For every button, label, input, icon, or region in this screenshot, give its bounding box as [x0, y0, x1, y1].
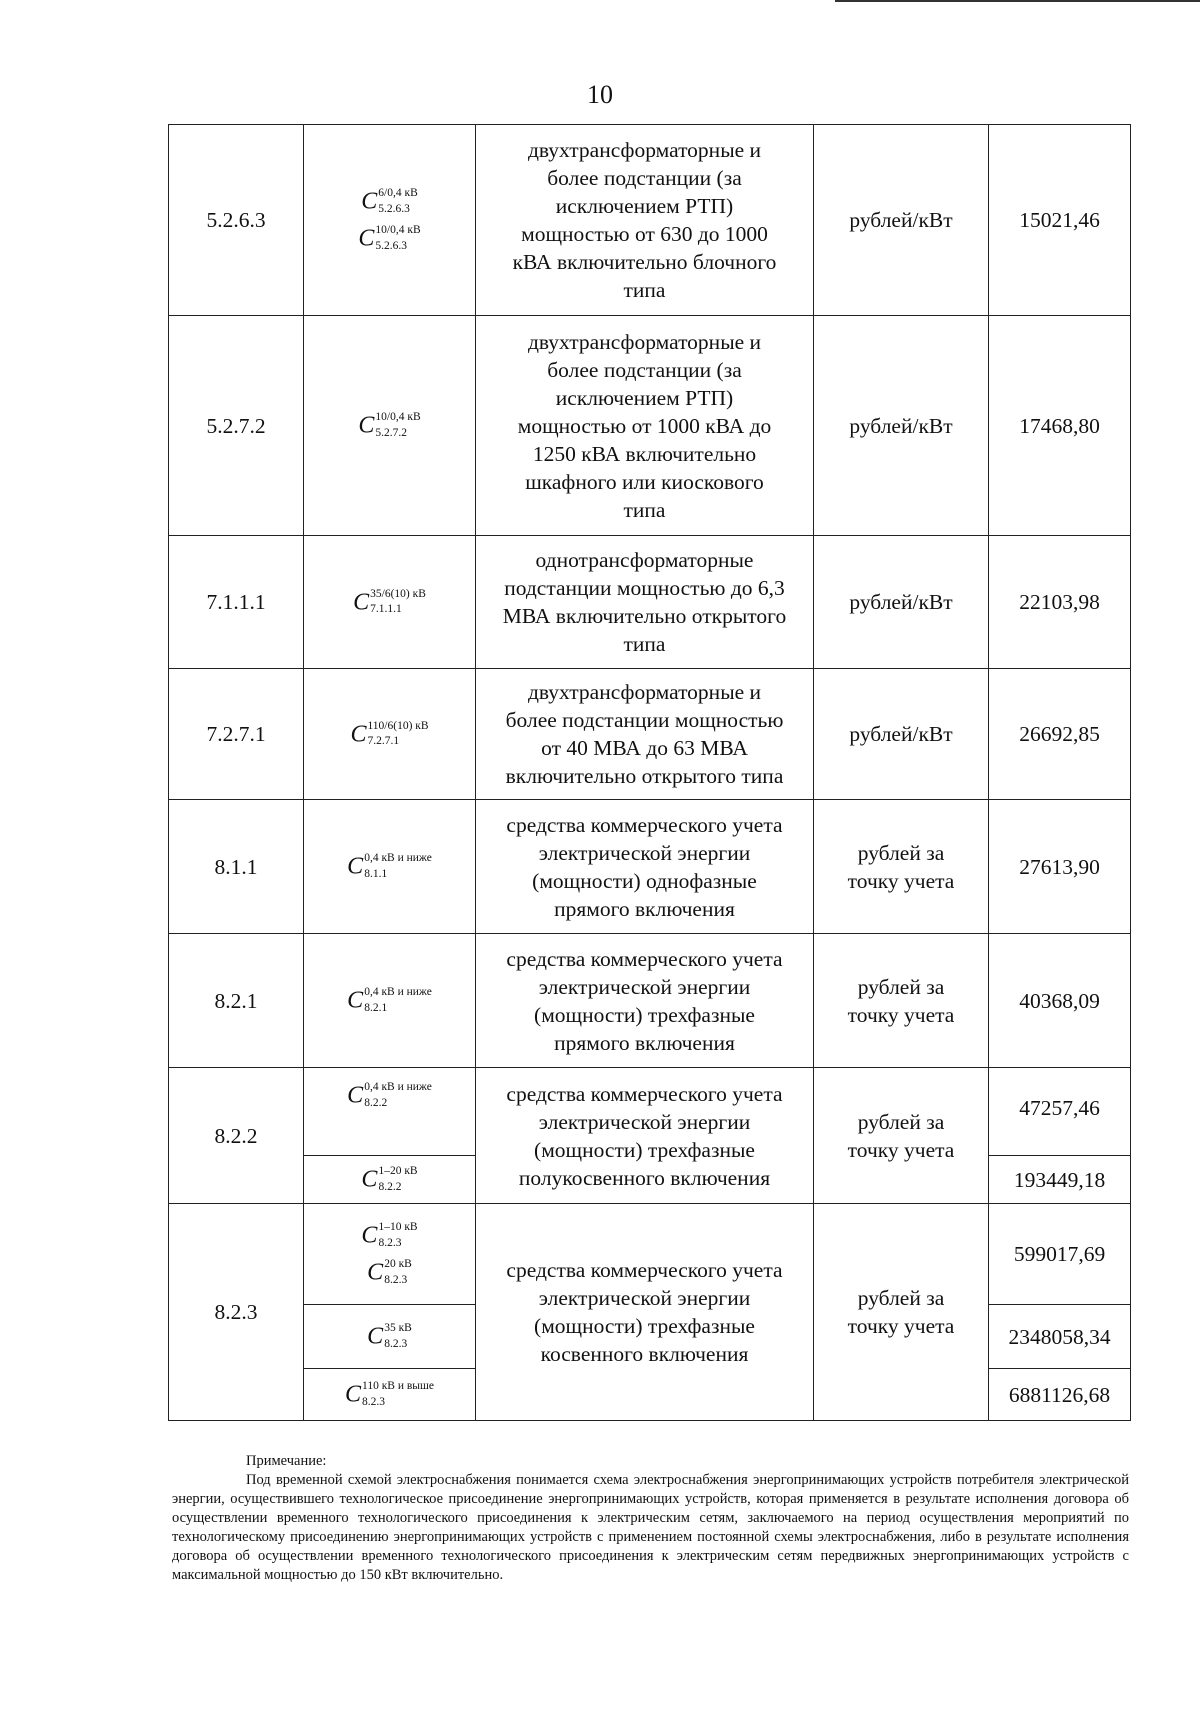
rate-value: 17468,80 — [989, 316, 1131, 536]
rate-symbol-letter: C — [347, 853, 364, 880]
item-code: 8.2.2 — [169, 1068, 304, 1204]
rate-symbol-cell — [304, 316, 476, 536]
rate-symbol-index: 7.2.7.1 — [367, 735, 400, 747]
rate-symbol — [353, 589, 426, 616]
rate-value: 22103,98 — [989, 536, 1131, 669]
rate-symbol-index: 8.2.3 — [378, 1236, 402, 1249]
rate-symbol-letter: C — [361, 1222, 378, 1249]
unit: рублей за точку учета — [814, 934, 989, 1068]
footnote — [172, 1452, 1129, 1585]
item-description: средства коммерческого учета электрической энергии (мощности) трехфазные полукосвенного включения — [476, 1068, 814, 1204]
note-text: Под временной схемой электроснабжения понимается схема электроснабжения энергопринимающих устройств потребителя электрической энергии, осуществившего технологическое присоединение энергопринимающих устройств, которая применяется в результате исполнения договора об осуществлении временного технологического присоединения к электрическим сетям, заключаемого на период осуществления мероприятий по технологическому присоединению энергопринимающих устройств с применением постоянной схемы электроснабжения, либо в результате исполнения договора об осуществлении временного технологического присоединения к электрическим сетям передвижных энергопринимающих устройств с максимальной мощностью до 150 кВт включительно. — [172, 1472, 1129, 1583]
rate-value: 6881126,68 — [989, 1369, 1131, 1421]
rate-symbol-letter: C — [367, 1323, 384, 1350]
rate-symbol-voltage: 35 кВ — [384, 1322, 412, 1334]
rate-symbol-index: 5.2.6.3 — [375, 239, 408, 252]
page-number: 10 — [587, 80, 613, 109]
item-code: 8.2.1 — [169, 934, 304, 1068]
rate-symbol-cell — [304, 1305, 476, 1369]
item-description: средства коммерческого учета электрической энергии (мощности) однофазные прямого включения — [476, 800, 814, 934]
item-code: 7.1.1.1 — [169, 536, 304, 669]
rate-symbol-letter: C — [358, 225, 375, 252]
rate-symbol-index: 8.2.2 — [364, 1096, 388, 1109]
item-code: 7.2.7.1 — [169, 669, 304, 800]
rate-symbol-voltage: 110 кВ и выше — [362, 1380, 434, 1392]
item-code: 8.2.3 — [169, 1204, 304, 1421]
rate-symbol-index: 8.2.3 — [384, 1337, 408, 1350]
rate-symbol-cell — [304, 1156, 476, 1204]
rate-symbol-index: 5.2.6.3 — [378, 202, 410, 215]
rate-symbol — [347, 853, 432, 880]
rate-symbol-cell — [304, 125, 476, 316]
unit: рублей/кВт — [814, 316, 989, 536]
table-row — [169, 316, 1131, 536]
rate-symbol — [358, 412, 420, 439]
rate-symbol-cell — [304, 1369, 476, 1421]
rate-symbol-index: 8.2.3 — [384, 1273, 408, 1286]
rate-value: 599017,69 — [989, 1204, 1131, 1305]
rate-symbol-letter: C — [347, 1082, 364, 1109]
rate-value: 40368,09 — [989, 934, 1131, 1068]
rate-symbol — [361, 188, 417, 215]
rate-symbol-voltage: 0,4 кВ и ниже — [364, 852, 432, 864]
rate-symbol-voltage: 1–20 кВ — [378, 1165, 418, 1177]
rate-symbol-voltage: 110/6(10) кВ — [367, 719, 429, 732]
item-code: 5.2.6.3 — [169, 125, 304, 316]
rate-symbol-voltage: 10/0,4 кВ — [375, 224, 421, 236]
rate-symbol-voltage: 6/0,4 кВ — [378, 187, 418, 199]
top-border-line — [835, 0, 1200, 2]
rate-symbol — [367, 1323, 412, 1350]
rate-symbol-letter: C — [358, 412, 375, 439]
table-row — [169, 669, 1131, 800]
rate-symbol-index: 7.1.1.1 — [370, 603, 402, 615]
unit: рублей/кВт — [814, 669, 989, 800]
unit: рублей/кВт — [814, 125, 989, 316]
rate-symbol — [347, 1082, 432, 1109]
rate-symbol-letter: C — [350, 721, 367, 747]
rate-symbol-cell — [304, 934, 476, 1068]
item-description: двухтрансформаторные и более подстанции мощностью от 40 МВА до 63 МВА включительно открытого типа — [476, 669, 814, 800]
rate-value: 2348058,34 — [989, 1305, 1131, 1369]
rate-symbol-voltage: 0,4 кВ и ниже — [364, 986, 432, 998]
rate-symbol — [345, 1381, 434, 1408]
rate-symbol-letter: C — [345, 1381, 362, 1408]
rate-symbol — [350, 721, 428, 748]
rate-symbol-voltage: 10/0,4 кВ — [375, 411, 421, 423]
rate-symbol-voltage: 20 кВ — [384, 1258, 412, 1270]
unit: рублей за точку учета — [814, 1204, 989, 1421]
table-row — [169, 800, 1131, 934]
rate-symbol — [358, 225, 420, 252]
table-row — [169, 1204, 1131, 1305]
unit: рублей за точку учета — [814, 800, 989, 934]
rate-symbol-letter: C — [361, 188, 378, 215]
rate-symbol — [347, 987, 432, 1014]
rate-symbol-cell — [304, 1204, 476, 1305]
tariff-table — [168, 124, 1131, 1421]
rate-symbol-cell — [304, 1068, 476, 1156]
rate-symbol-cell — [304, 800, 476, 934]
item-description: двухтрансформаторные и более подстанции (за исключением РТП) мощностью от 630 до 1000 кВА включительно блочного типа — [476, 125, 814, 316]
rate-symbol-voltage: 0,4 кВ и ниже — [364, 1081, 432, 1093]
rate-symbol-cell — [304, 669, 476, 800]
rate-symbol-index: 5.2.7.2 — [375, 426, 408, 439]
rate-value: 47257,46 — [989, 1068, 1131, 1156]
item-code: 8.1.1 — [169, 800, 304, 934]
table-row — [169, 934, 1131, 1068]
rate-symbol-index: 8.2.2 — [378, 1180, 402, 1193]
item-description: средства коммерческого учета электрической энергии (мощности) трехфазные косвенного включения — [476, 1204, 814, 1421]
item-description: средства коммерческого учета электрической энергии (мощности) трехфазные прямого включения — [476, 934, 814, 1068]
rate-symbol-index: 8.2.1 — [364, 1001, 388, 1014]
rate-symbol — [367, 1259, 412, 1286]
note-title: Примечание: — [246, 1453, 327, 1469]
table-row — [169, 125, 1131, 316]
rate-symbol-letter: C — [353, 589, 370, 615]
rate-value: 15021,46 — [989, 125, 1131, 316]
rate-symbol-voltage: 1–10 кВ — [378, 1221, 418, 1233]
rate-symbol-index: 8.2.3 — [362, 1395, 386, 1408]
unit: рублей за точку учета — [814, 1068, 989, 1204]
rate-value: 193449,18 — [989, 1156, 1131, 1204]
item-description: двухтрансформаторные и более подстанции (за исключением РТП) мощностью от 1000 кВА до 1250 кВА включительно шкафного или киоскового типа — [476, 316, 814, 536]
item-description: однотрансформаторные подстанции мощностью до 6,3 МВА включительно открытого типа — [476, 536, 814, 669]
table-row — [169, 536, 1131, 669]
rate-symbol-cell — [304, 536, 476, 669]
rate-symbol — [361, 1222, 417, 1249]
rate-symbol — [361, 1166, 417, 1193]
rate-value: 27613,90 — [989, 800, 1131, 934]
rate-symbol-letter: C — [347, 987, 364, 1014]
rate-symbol-index: 8.1.1 — [364, 867, 388, 880]
table-row — [169, 1068, 1131, 1156]
rate-symbol-letter: C — [367, 1259, 384, 1286]
rate-value: 26692,85 — [989, 669, 1131, 800]
rate-symbol-voltage: 35/6(10) кВ — [370, 587, 426, 600]
unit: рублей/кВт — [814, 536, 989, 669]
item-code: 5.2.7.2 — [169, 316, 304, 536]
rate-symbol-letter: C — [361, 1166, 378, 1193]
